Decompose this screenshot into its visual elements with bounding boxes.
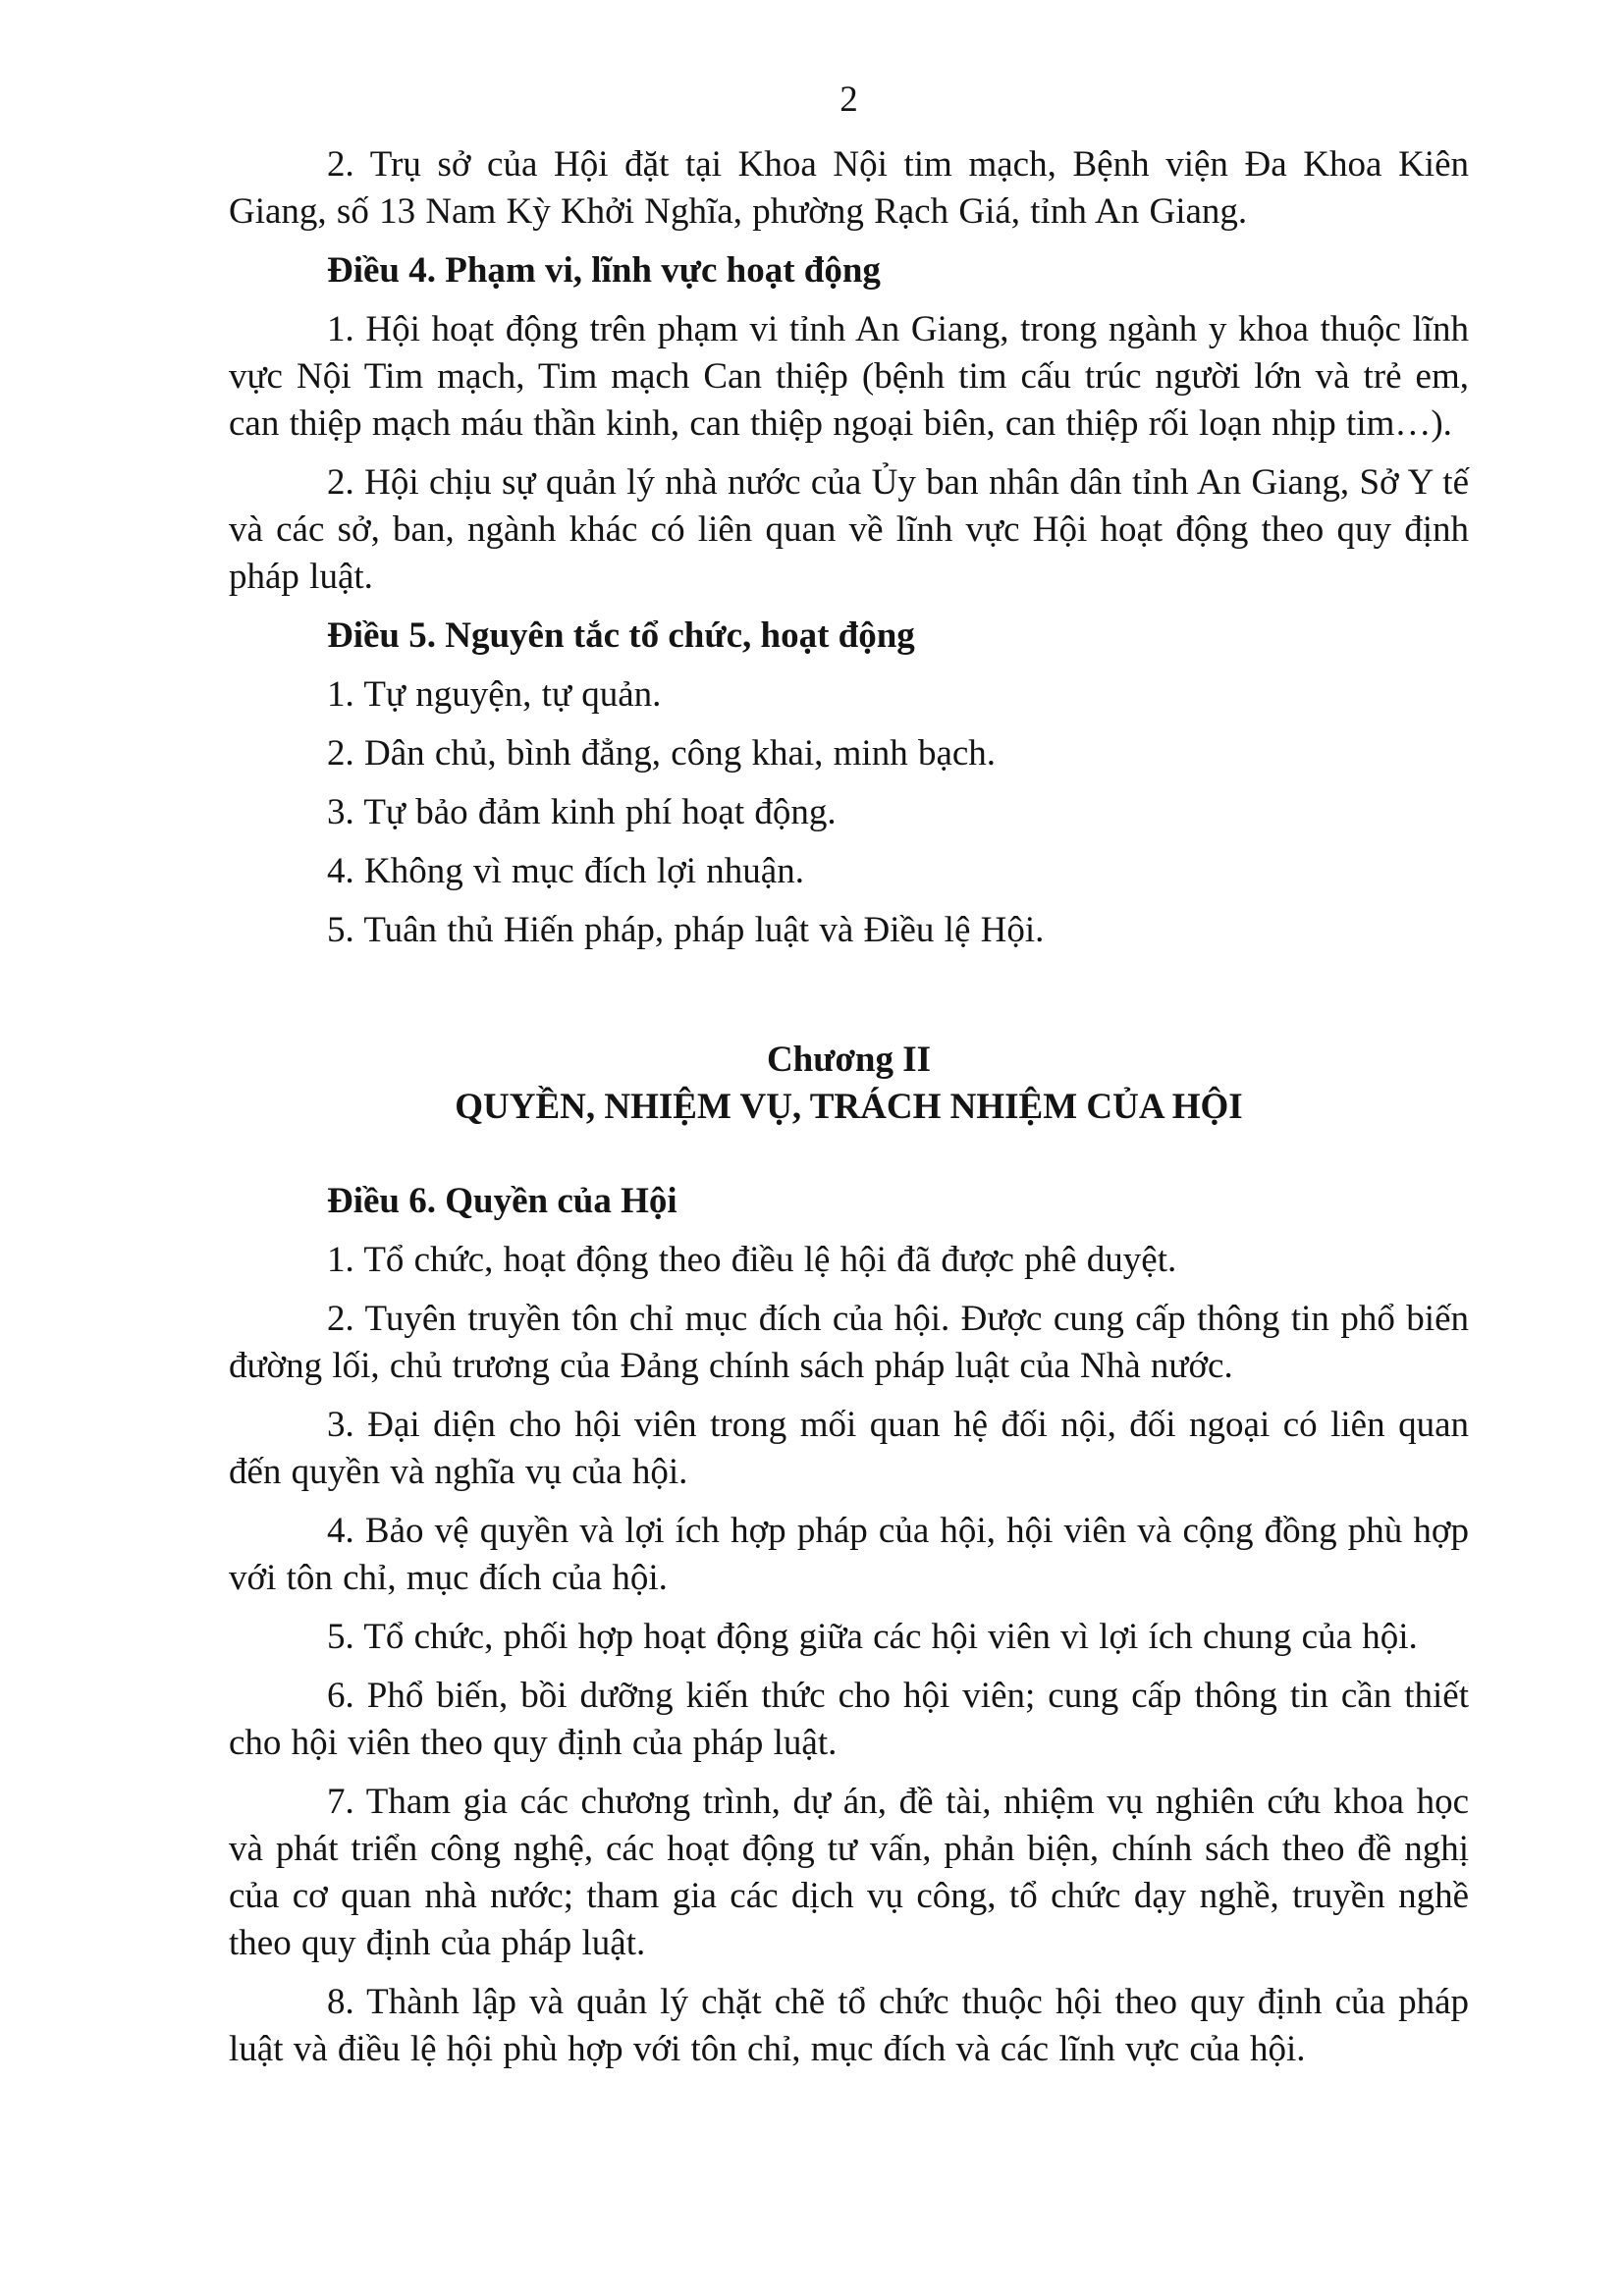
dieu5-item-4: 4. Không vì mục đích lợi nhuận. — [327, 851, 804, 891]
chapter-label: Chương II — [766, 1040, 932, 1080]
heading-dieu-4: Điều 4. Phạm vi, lĩnh vực hoạt động — [327, 250, 881, 291]
page-number: 2 — [839, 80, 858, 120]
heading-dieu-6: Điều 6. Quyền của Hội — [327, 1181, 677, 1221]
dieu6-item-5: 5. Tổ chức, phối hợp hoạt động giữa các hội viên vì lợi ích chung của hội. — [327, 1617, 1418, 1657]
dieu5-item-2: 2. Dân chủ, bình đẳng, công khai, minh bạch. — [327, 733, 997, 774]
chapter-heading — [229, 1037, 1469, 1131]
dieu6-item-8: 8. Thành lập và quản lý chặt chẽ tổ chức thuộc hội theo quy định của pháp luật và điều lệ hội phù hợp với tôn chỉ, mục đích và các lĩnh vực của hội. — [229, 1982, 1469, 2069]
dieu4-item-1: 1. Hội hoạt động trên phạm vi tỉnh An Giang, trong ngành y khoa thuộc lĩnh vực Nội Tim mạch, Tim mạch Can thiệp (bệnh tim cấu trúc người lớn và trẻ em, can thiệp mạch máu thần kinh, can thiệp ngoại biên, can thiệp rối loạn nhịp tim…). — [229, 309, 1469, 444]
dieu6-item-4: 4. Bảo vệ quyền và lợi ích hợp pháp của hội, hội viên và cộng đồng phù hợp với tôn chỉ, mục đích của hội. — [229, 1511, 1469, 1598]
dieu5-item-1: 1. Tự nguyện, tự quản. — [327, 674, 662, 715]
chapter-title: QUYỀN, NHIỆM VỤ, TRÁCH NHIỆM CỦA HỘI — [455, 1087, 1243, 1127]
dieu6-item-7: 7. Tham gia các chương trình, dự án, đề tài, nhiệm vụ nghiên cứu khoa học và phát triển công nghệ, các hoạt động tư vấn, phản biện, chính sách theo đề nghị của cơ quan nhà nước; tham gia các dịch vụ công, tổ chức dạy nghề, truyền nghề theo quy định của pháp luật. — [229, 1782, 1469, 1963]
dieu5-item-5: 5. Tuân thủ Hiến pháp, pháp luật và Điều lệ Hội. — [327, 910, 1045, 950]
dieu6-item-1: 1. Tổ chức, hoạt động theo điều lệ hội đã được phê duyệt. — [327, 1240, 1177, 1280]
dieu6-item-2: 2. Tuyên truyền tôn chỉ mục đích của hội. Được cung cấp thông tin phổ biến đường lối, chủ trương của Đảng chính sách pháp luật của Nhà nước. — [229, 1299, 1469, 1386]
heading-dieu-5: Điều 5. Nguyên tắc tổ chức, hoạt động — [327, 615, 915, 656]
dieu6-item-3: 3. Đại diện cho hội viên trong mối quan hệ đối nội, đối ngoại có liên quan đến quyền và nghĩa vụ của hội. — [229, 1405, 1469, 1492]
dieu6-item-6: 6. Phổ biến, bồi dưỡng kiến thức cho hội viên; cung cấp thông tin cần thiết cho hội viên theo quy định của pháp luật. — [229, 1676, 1469, 1763]
paragraph-tru-so: 2. Trụ sở của Hội đặt tại Khoa Nội tim mạch, Bệnh viện Đa Khoa Kiên Giang, số 13 Nam Kỳ Khởi Nghĩa, phường Rạch Giá, tỉnh An Giang. — [229, 144, 1469, 232]
dieu5-item-3: 3. Tự bảo đảm kinh phí hoạt động. — [327, 792, 837, 832]
dieu4-item-2: 2. Hội chịu sự quản lý nhà nước của Ủy ban nhân dân tỉnh An Giang, Sở Y tế và các sở, ban, ngành khác có liên quan về lĩnh vực Hội hoạt động theo quy định pháp luật. — [229, 462, 1469, 597]
